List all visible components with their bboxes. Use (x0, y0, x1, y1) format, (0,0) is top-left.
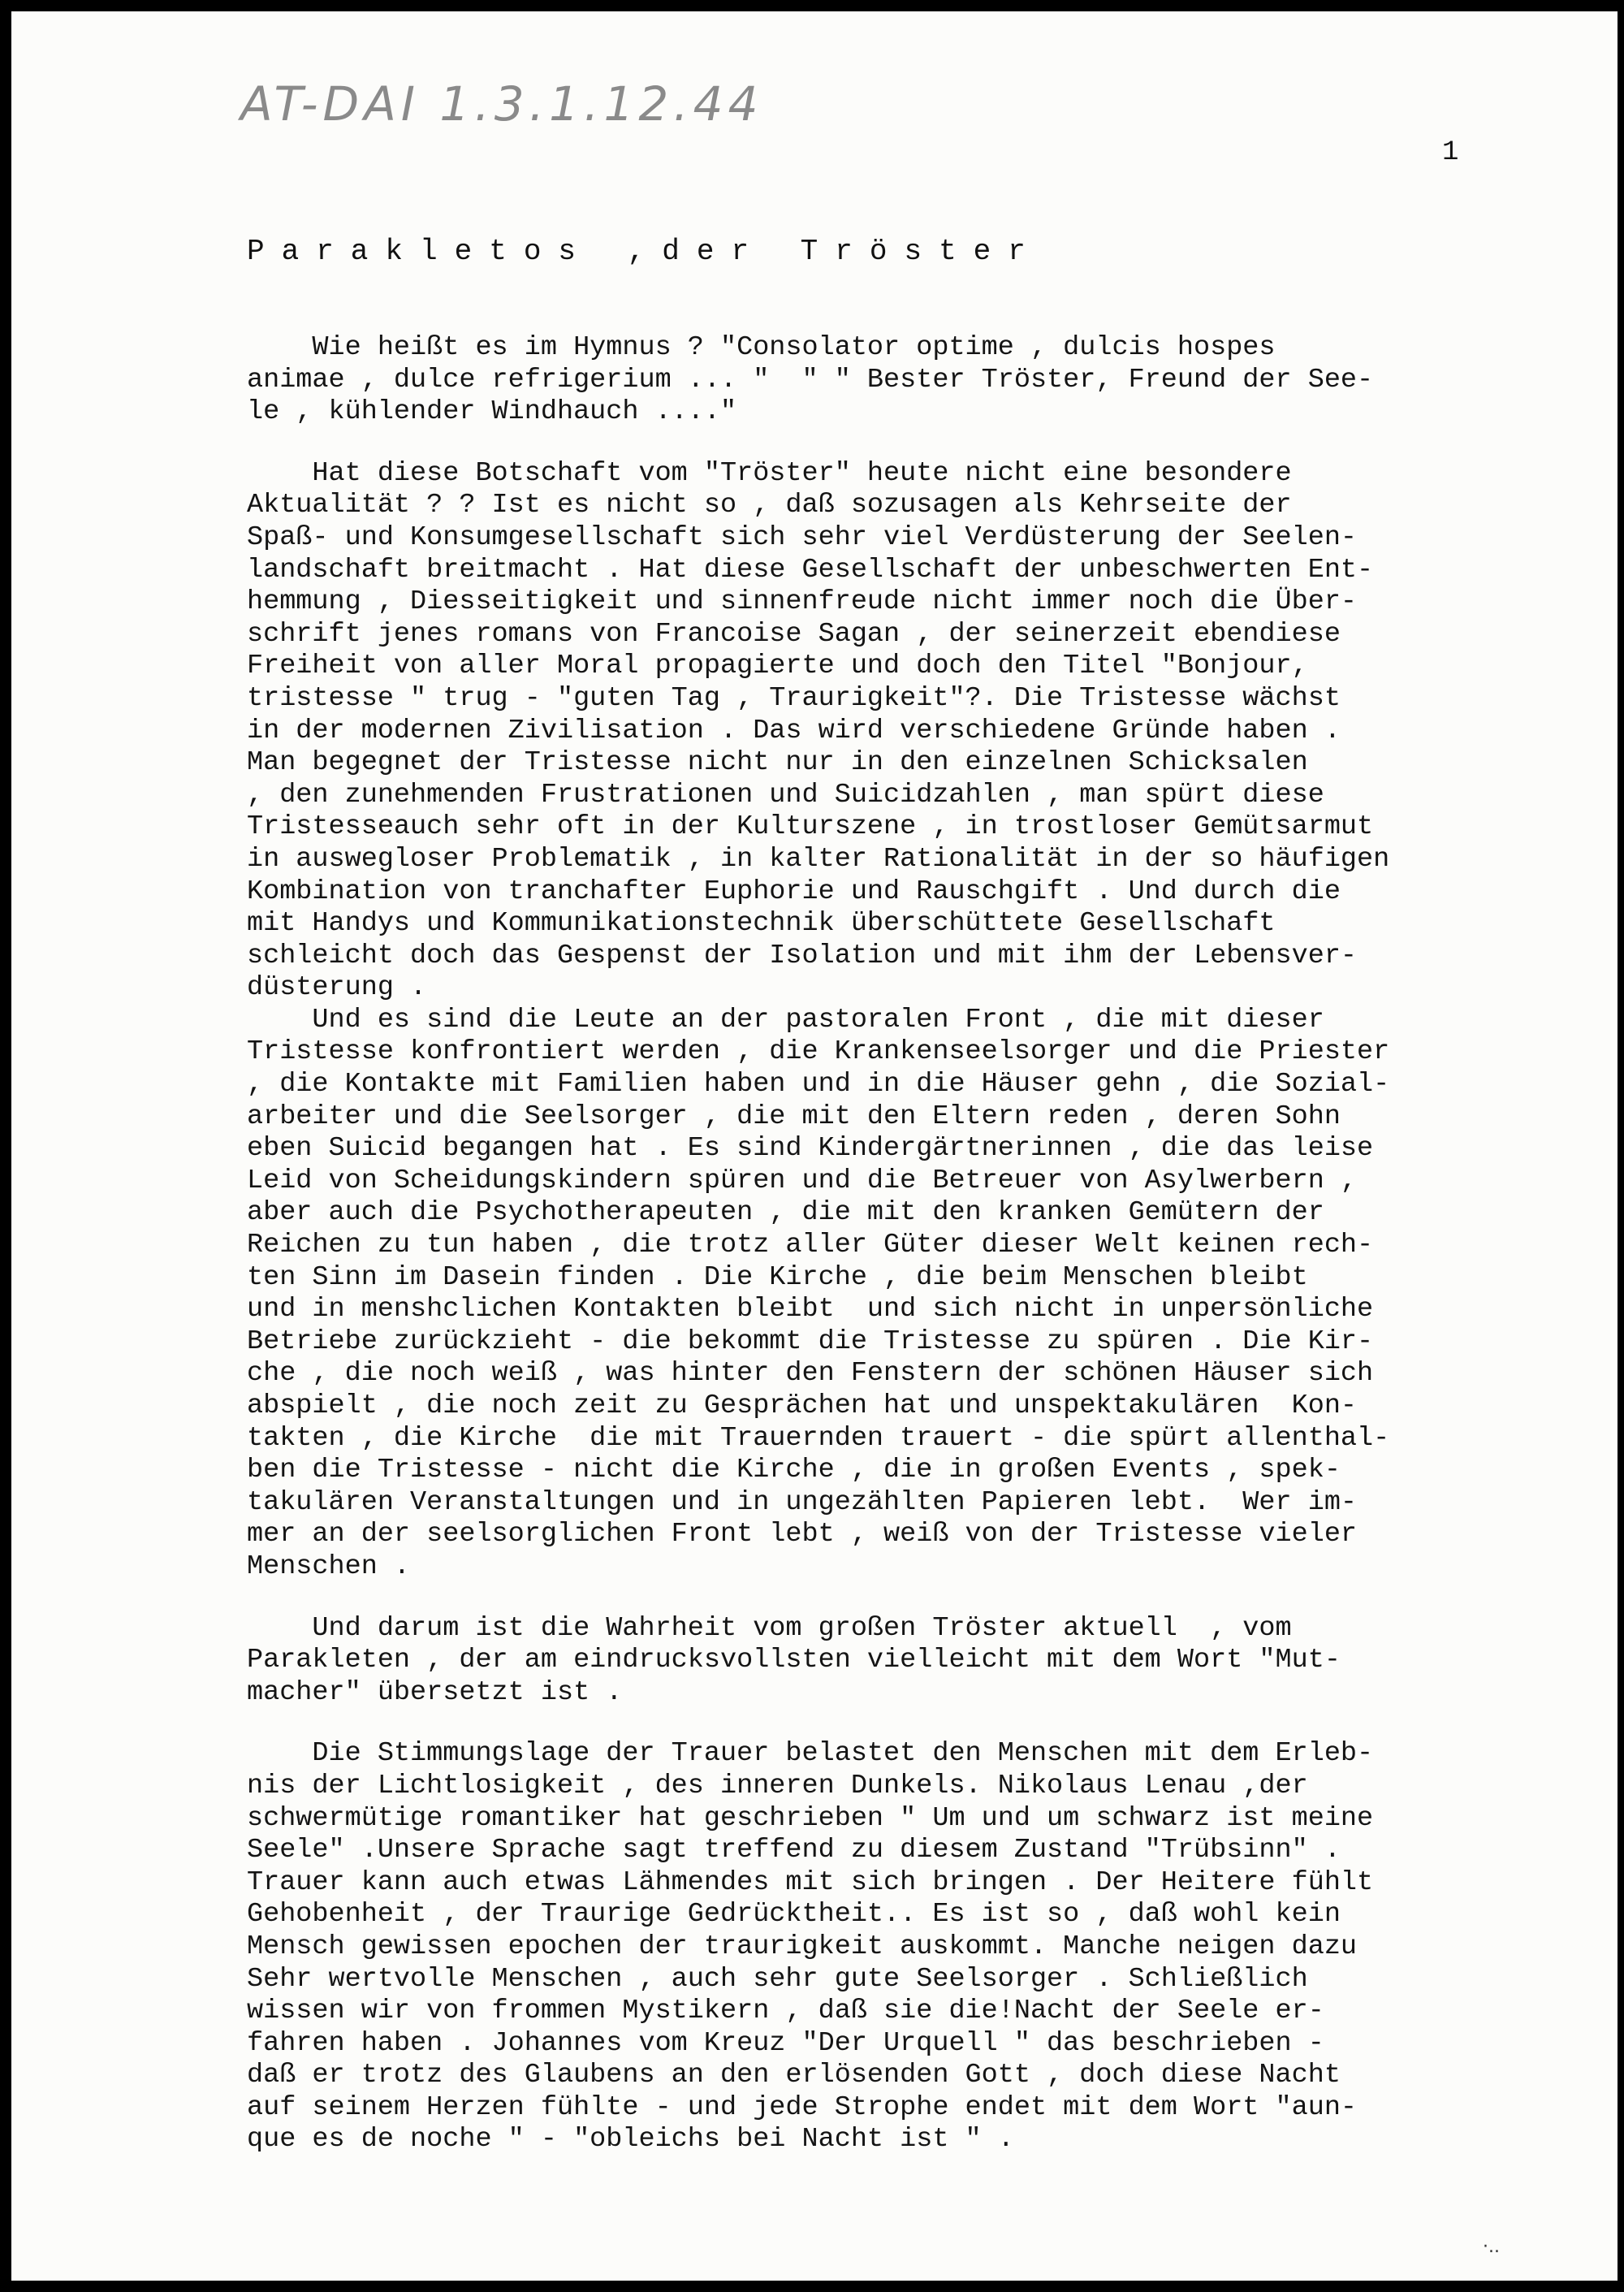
text-line: mit Handys und Kommunikationstechnik überschüttete Gesellschaft (247, 908, 1276, 940)
text-line: schrift jenes romans von Francoise Sagan , der seinerzeit ebendiese (247, 618, 1341, 650)
corner-mark: ·.. (1483, 2237, 1500, 2257)
text-line: Und es sind die Leute an der pastoralen Front , die mit dieser (247, 1004, 1324, 1036)
text-line: Und darum ist die Wahrheit vom großen Tröster aktuell , vom (247, 1612, 1292, 1644)
text-line: Trauer kann auch etwas Lähmendes mit sich bringen . Der Heitere fühlt (247, 1866, 1374, 1898)
text-line: auf seinem Herzen fühlte - und jede Strophe endet mit dem Wort "aun- (247, 2091, 1358, 2123)
text-line: Spaß- und Konsumgesellschaft sich sehr viel Verdüsterung der Seelen- (247, 521, 1358, 553)
text-line: hemmung , Diesseitigkeit und sinnenfreude nicht immer noch die Über- (247, 586, 1358, 618)
text-line: düsterung . (247, 972, 427, 1004)
text-line: animae , dulce refrigerium ... " " " Bester Tröster, Freund der See- (247, 364, 1374, 396)
paragraph-5 (247, 1738, 1618, 2156)
text-line: , die Kontakte mit Familien haben und in die Häuser gehn , die Sozial- (247, 1069, 1390, 1101)
body-text (247, 332, 1618, 2156)
paragraph-4 (247, 1613, 1618, 1710)
text-line: Betriebe zurückzieht - die bekommt die Tristesse zu spüren . Die Kir- (247, 1325, 1374, 1357)
text-line: takulären Veranstaltungen und in ungezählten Papieren lebt. Wer im- (247, 1486, 1358, 1518)
text-line: Aktualität ? ? Ist es nicht so , daß sozusagen als Kehrseite der (247, 490, 1292, 521)
paragraph-1 (247, 332, 1618, 429)
text-line: Leid von Scheidungskindern spüren und die Betreuer von Asylwerbern , (247, 1165, 1358, 1196)
text-line: Die Stimmungslage der Trauer belastet den Menschen mit dem Erleb- (247, 1738, 1374, 1770)
text-line: eben Suicid begangen hat . Es sind Kindergärtnerinnen , die das leise (247, 1133, 1374, 1165)
text-line: Freiheit von aller Moral propagierte und doch den Titel "Bonjour, (247, 651, 1308, 682)
text-line: macher" übersetzt ist . (247, 1676, 623, 1708)
text-line: Gehobenheit , der Traurige Gedrücktheit.. Es ist so , daß wohl kein (247, 1899, 1341, 1931)
text-line: Wie heißt es im Hymnus ? "Consolator optime , dulcis hospes (247, 332, 1276, 363)
page-number: 1 (1442, 137, 1459, 168)
text-line: wissen wir von frommen Mystikern , daß sie die!Nacht der Seele er- (247, 1996, 1324, 2027)
text-line: che , die noch weiß , was hinter den Fenstern der schönen Häuser sich (247, 1358, 1374, 1390)
document-title: Parakletos ,der Tröster (247, 235, 1043, 268)
text-line: nis der Lichtlosigkeit , des inneren Dunkels. Nikolaus Lenau ,der (247, 1770, 1308, 1801)
text-line: aber auch die Psychotherapeuten , die mit den kranken Gemütern der (247, 1197, 1324, 1229)
text-line: landschaft breitmacht . Hat diese Gesellschaft der unbeschwerten Ent- (247, 554, 1374, 586)
text-line: Seele" .Unsere Sprache sagt treffend zu diesem Zustand "Trübsinn" . (247, 1835, 1341, 1866)
archive-signature: AT-DAI 1.3.1.12.44 (240, 76, 763, 132)
text-line: abspielt , die noch zeit zu Gesprächen hat und unspektakulären Kon- (247, 1390, 1358, 1421)
paragraph-2 (247, 458, 1618, 1005)
text-line: Reichen zu tun haben , die trotz aller Güter dieser Welt keinen rech- (247, 1230, 1374, 1261)
text-line: Parakleten , der am eindrucksvollsten vielleicht mit dem Wort "Mut- (247, 1645, 1341, 1676)
document-page (11, 11, 1618, 2281)
text-line: mer an der seelsorglichen Front lebt , weiß von der Tristesse vieler (247, 1519, 1358, 1550)
text-line: arbeiter und die Seelsorger , die mit den Eltern reden , deren Sohn (247, 1101, 1341, 1132)
text-line: in auswegloser Problematik , in kalter Rationalität in der so häufigen (247, 843, 1390, 875)
paragraph-3 (247, 1005, 1618, 1584)
text-line: fahren haben . Johannes vom Kreuz "Der Urquell " das beschrieben - (247, 2027, 1324, 2059)
text-line: le , kühlender Windhauch ...." (247, 396, 737, 428)
text-line: Menschen . (247, 1550, 411, 1582)
text-line: in der modernen Zivilisation . Das wird verschiedene Gründe haben . (247, 715, 1341, 746)
text-line: Sehr wertvolle Menschen , auch sehr gute Seelsorger . Schließlich (247, 1963, 1308, 1995)
text-line: , den zunehmenden Frustrationen und Suicidzahlen , man spürt diese (247, 779, 1324, 811)
text-line: tristesse " trug - "guten Tag , Traurigkeit"?. Die Tristesse wächst (247, 682, 1341, 714)
text-line: Kombination von tranchafter Euphorie und Rauschgift . Und durch die (247, 876, 1341, 907)
text-line: que es de noche " - "obleichs bei Nacht ist " . (247, 2124, 1014, 2156)
text-line: schwermütige romantiker hat geschrieben " Um und um schwarz ist meine (247, 1802, 1374, 1834)
text-line: Tristesse konfrontiert werden , die Krankenseelsorger und die Priester (247, 1036, 1390, 1068)
text-line: daß er trotz des Glaubens an den erlösenden Gott , doch diese Nacht (247, 2060, 1341, 2091)
text-line: Man begegnet der Tristesse nicht nur in den einzelnen Schicksalen (247, 747, 1308, 779)
text-line: Mensch gewissen epochen der traurigkeit auskommt. Manche neigen dazu (247, 1931, 1358, 1962)
text-line: Tristesseauch sehr oft in der Kulturszene , in trostloser Gemütsarmut (247, 811, 1374, 843)
text-line: takten , die Kirche die mit Trauernden trauert - die spürt allenthal- (247, 1422, 1390, 1454)
text-line: schleicht doch das Gespenst der Isolation und mit ihm der Lebensver- (247, 940, 1358, 971)
text-line: ten Sinn im Dasein finden . Die Kirche , die beim Menschen bleibt (247, 1261, 1308, 1293)
text-line: ben die Tristesse - nicht die Kirche , die in großen Events , spek- (247, 1455, 1341, 1486)
text-line: Hat diese Botschaft vom "Tröster" heute nicht eine besondere (247, 457, 1292, 489)
text-line: und in menshclichen Kontakten bleibt und sich nicht in unpersönliche (247, 1294, 1374, 1325)
